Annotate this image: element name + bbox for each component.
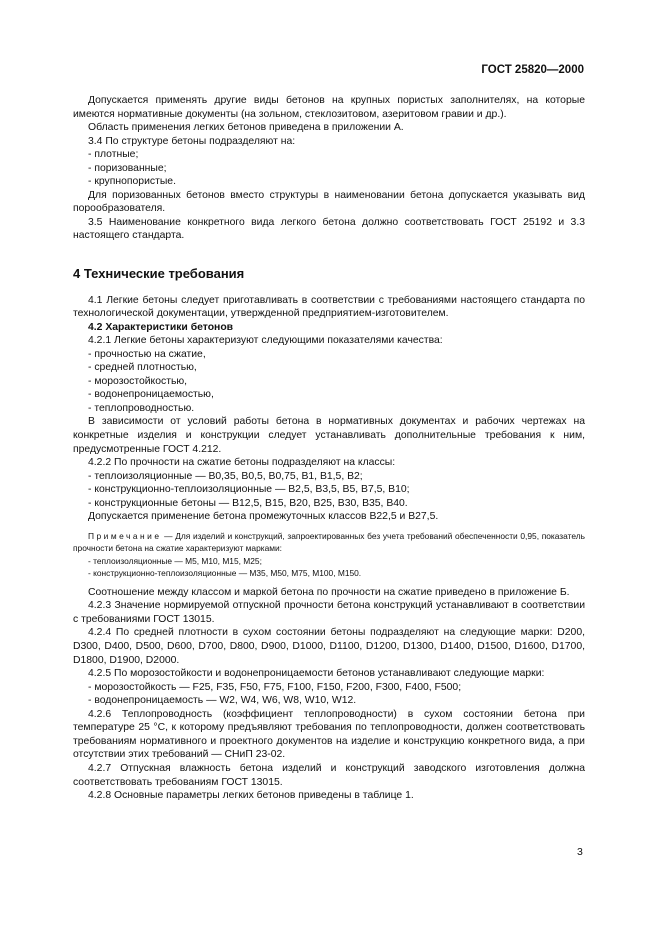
list-item: - средней плотностью, bbox=[88, 362, 197, 374]
paragraph: 4.2.6 Теплопроводность (коэффициент теплопроводности) в сухом состоянии бетона при температуре 25 °С, к которому предъявляют требования по теплопроводности, должен соответствовать требованиям нормативного и проектного документов на изделие и конструкцию конкретного вида, а при отсутствии этих требований — СНиП 23-02. bbox=[73, 708, 585, 761]
note-item: - теплоизоляционные — M5, M10, M15, M25; bbox=[88, 555, 262, 566]
paragraph: 4.2.2 По прочности на сжатие бетоны подразделяют на классы: bbox=[88, 457, 396, 469]
list-item: - морозостойкость — F25, F35, F50, F75, F100, F150, F200, F300, F400, F500; bbox=[88, 681, 462, 693]
paragraph: В зависимости от условий работы бетона в нормативных документах и рабочих чертежах на конкретные изделия и конструкции следует устанавливать дополнительные требования к ним, предусмотренные ГОСТ 4.212. bbox=[73, 416, 585, 455]
note-item: - конструкционно-теплоизоляционные — M35, M50, M75, M100, M150. bbox=[88, 568, 362, 579]
paragraph: Область применения легких бетонов приведена в приложении А. bbox=[88, 122, 404, 134]
list-item: - водонепроницаемость — W2, W4, W6, W8, W10, W12. bbox=[88, 695, 357, 707]
list-item: - крупнопористые. bbox=[88, 176, 176, 188]
page-number: 3 bbox=[577, 846, 583, 858]
note bbox=[73, 530, 585, 580]
section-4 bbox=[73, 267, 585, 803]
document-id: ГОСТ 25820—2000 bbox=[481, 64, 584, 76]
list-item: - теплоизоляционные — B0,35, B0,5, B0,75, B1, B1,5, B2; bbox=[88, 470, 363, 482]
section-3-text bbox=[73, 94, 585, 243]
paragraph: 4.2.8 Основные параметры легких бетонов приведены в таблице 1. bbox=[88, 790, 414, 802]
list-item: - прочностью на сжатие, bbox=[88, 348, 206, 360]
paragraph: 3.4 По структуре бетоны подразделяют на: bbox=[88, 135, 296, 147]
subsection-heading: 4.2 Характеристики бетонов bbox=[88, 321, 234, 333]
paragraph: 4.2.3 Значение нормируемой отпускной прочности бетона конструкций устанавливают в соответствии с требованиями ГОСТ 13015. bbox=[73, 600, 585, 625]
list-item: - конструкционно-теплоизоляционные — B2,5, B3,5, B5, B7,5, B10; bbox=[88, 484, 410, 496]
paragraph: 4.1 Легкие бетоны следует приготавливать в соответствии с требованиями настоящего стандарта по технологической документации, утвержденной предприятием-изготовителем. bbox=[73, 294, 585, 320]
list-item: - водонепроницаемостью, bbox=[88, 389, 214, 401]
paragraph: Для поризованных бетонов вместо структуры в наименовании бетона допускается указывать вид порообразователя. bbox=[73, 189, 585, 215]
paragraph: Допускается применение бетона промежуточных классов B22,5 и B27,5. bbox=[88, 511, 439, 523]
paragraph: 3.5 Наименование конкретного вида легкого бетона должно соответствовать ГОСТ 25192 и 3.3 настоящего стандарта. bbox=[73, 216, 585, 242]
list-item: - конструкционные бетоны — B12,5, B15, B20, B25, B30, B35, B40. bbox=[88, 497, 408, 509]
list-item: - морозостойкостью, bbox=[88, 375, 188, 387]
list-item: - поризованные; bbox=[88, 162, 167, 174]
paragraph: Допускается применять другие виды бетонов на крупных пористых заполнителях, на которые имеются нормативные документы (на зольном, стеклозитовом, азеритовом гравии и др.). bbox=[73, 95, 585, 120]
section-4-text-b bbox=[73, 586, 585, 803]
list-item: - плотные; bbox=[88, 149, 139, 161]
list-item: - теплопроводностью. bbox=[88, 402, 195, 414]
section-heading: 4 Технические требования bbox=[73, 266, 245, 281]
paragraph: 4.2.5 По морозостойкости и водонепроницаемости бетонов устанавливают следующие марки: bbox=[88, 668, 545, 680]
note-text: — Для изделий и конструкций, запроектированных без учета требований обеспеченности 0,95, показатель прочности бетона на сжатие характеризуют марками: bbox=[73, 530, 585, 554]
paragraph: 4.2.1 Легкие бетоны характеризуют следующими показателями качества: bbox=[88, 335, 443, 347]
paragraph: 4.2.4 По средней плотности в сухом состоянии бетоны подразделяют на следующие марки: D200, D300, D400, D500, D600, D700, D800, D900, D1000, D1100, D1200, D1300, D1400, D1500, D1600, D1700, D1800, D1900, D2000. bbox=[73, 627, 585, 666]
note-label: Примечание bbox=[88, 530, 162, 541]
section-4-text-a bbox=[73, 294, 585, 524]
paragraph: 4.2.7 Отпускная влажность бетона изделий и конструкций заводского изготовления должна соответствовать требованиям ГОСТ 13015. bbox=[73, 762, 585, 788]
paragraph: Соотношение между классом и маркой бетона по прочности на сжатие приведено в приложение Б. bbox=[88, 586, 570, 598]
